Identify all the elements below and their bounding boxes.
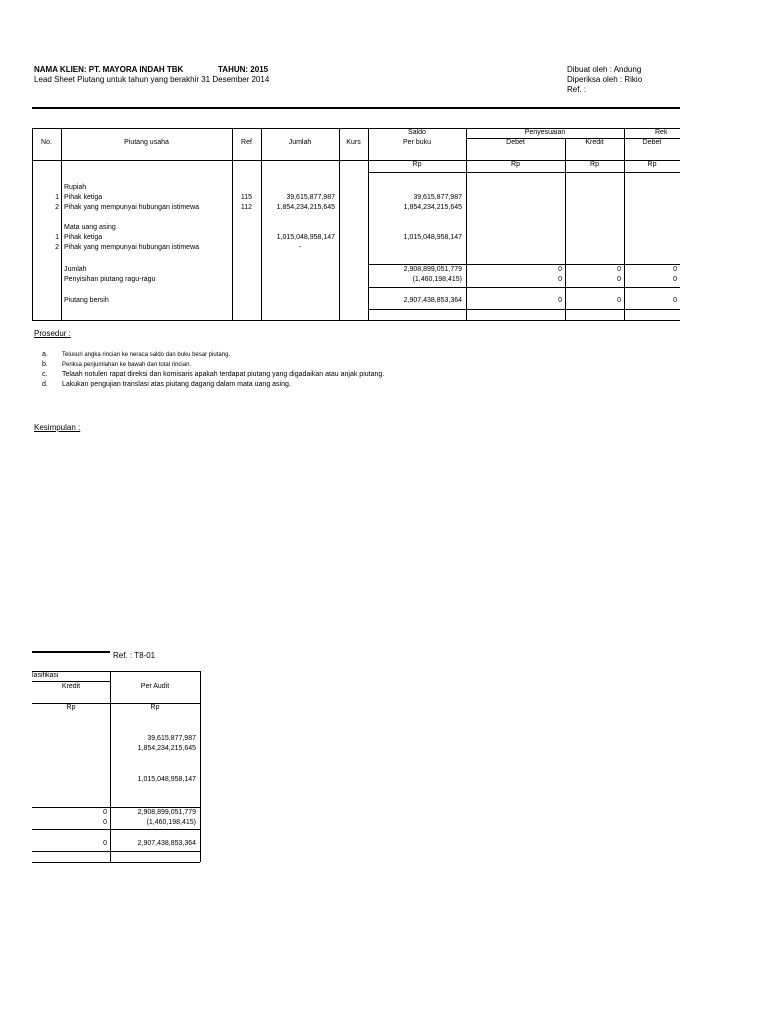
page2-total-kredit: 0	[103, 809, 107, 816]
unit-label: Rp	[590, 161, 599, 168]
col-header-adjustment: Penyesuaian	[524, 129, 566, 136]
net-receivable-saldo: 2,907,438,853,364	[403, 297, 462, 304]
row-number: 1	[55, 234, 59, 241]
page2-col-kredit: Kredit	[61, 683, 81, 690]
client-name: NAMA KLIEN: PT. MAYORA INDAH TBK	[34, 65, 184, 74]
page2-allowance-kredit: 0	[103, 819, 107, 826]
allowance-label: Penyisihan piutang ragu-ragu	[64, 276, 156, 283]
total-debet-2: 0	[673, 266, 677, 273]
page2-value: 1,015,048,958,147	[137, 776, 196, 783]
total-saldo: 2,908,899,051,779	[403, 266, 462, 273]
row-number: 1	[55, 194, 59, 201]
section-rupiah: Rupiah	[64, 184, 87, 191]
row-saldo: 39,615,877,987	[413, 194, 462, 201]
page2-net: 2,907,438,853,364	[137, 840, 196, 847]
row-amount: 1,854,234,215,645	[276, 204, 335, 211]
page2-total: 2,908,899,051,779	[137, 809, 196, 816]
document-subtitle: Lead Sheet Piutang untuk tahun yang berakhir 31 Desember 2014	[34, 75, 270, 84]
row-account-name: Pihak yang mempunyai hubungan istimewa	[64, 244, 200, 251]
row-amount: 1,015,048,958,147	[276, 234, 335, 241]
procedure-item: Telusuri angka rincian ke neraca saldo dan buku besar piutang.	[62, 352, 231, 358]
col-header-rek: Rek	[655, 129, 668, 136]
section-foreign-currency: Mata uang asing	[64, 224, 116, 231]
procedure-item: Lakukan pengujian translasi atas piutang dagang dalam mata uang asing.	[62, 381, 291, 388]
procedure-item: Telaah notulen rapat direksi dan komisaris apakah terdapat piutang yang digadaikan atau anjak piutang.	[62, 371, 385, 378]
page2-col-per-audit: Per Audit	[140, 683, 170, 690]
row-account-name: Pihak yang mempunyai hubungan istimewa	[64, 204, 200, 211]
page2-unit: Rp	[150, 704, 160, 711]
prepared-by: Dibuat oleh : Andung	[567, 65, 642, 74]
total-kredit: 0	[617, 266, 621, 273]
net-receivable-debet-2: 0	[673, 297, 677, 304]
unit-label: Rp	[412, 161, 422, 168]
row-ref: 115	[240, 194, 253, 201]
page2-value: 1,854,234,215,645	[137, 745, 196, 752]
page2-reference: Ref. : T8-01	[113, 651, 156, 660]
allowance-saldo: (1,460,198,415)	[412, 276, 462, 283]
col-header-account: Piutang usaha	[124, 139, 169, 146]
col-header-rate: Kurs	[346, 139, 361, 146]
procedure-item: Periksa penjumlahan ke bawah dan total rincian.	[62, 362, 192, 368]
row-account-name: Pihak ketiga	[64, 234, 103, 241]
col-header-no: No.	[41, 139, 52, 146]
col-header-per-buku: Per buku	[402, 139, 432, 146]
allowance-kredit: 0	[617, 276, 621, 283]
net-receivable-kredit: 0	[617, 297, 621, 304]
allowance-debet-2: 0	[673, 276, 677, 283]
col-header-kredit: Kredit	[585, 139, 604, 146]
header-divider	[32, 107, 680, 109]
page2-net-kredit: 0	[103, 840, 107, 847]
net-receivable-debet: 0	[558, 297, 562, 304]
unit-label: Rp	[511, 161, 520, 168]
page2-value: 39,615,877,987	[147, 735, 196, 742]
page2-unit: Rp	[66, 704, 76, 711]
procedure-letter: c.	[42, 371, 48, 378]
net-receivable-label: Piutang bersih	[64, 297, 109, 304]
conclusion-title: Kesimpulan :	[34, 423, 81, 432]
col-header-debet: Debet	[506, 139, 525, 146]
row-ref: 112	[240, 204, 253, 211]
procedure-letter: d.	[42, 381, 48, 388]
fiscal-year: TAHUN: 2015	[218, 65, 269, 74]
allowance-debet: 0	[558, 276, 562, 283]
procedure-title: Prosedur :	[34, 329, 71, 338]
row-amount: -	[298, 244, 302, 251]
row-number: 2	[55, 244, 59, 251]
total-debet: 0	[558, 266, 562, 273]
col-header-debet-2: Debet	[642, 139, 662, 146]
page2-classification-label: lasifikasi	[32, 672, 59, 679]
reviewed-by: Diperiksa oleh : Rikio	[567, 75, 643, 84]
row-number: 2	[55, 204, 59, 211]
col-header-amount: Jumlah	[288, 139, 312, 146]
page2-allowance: (1,460,198,415)	[146, 819, 196, 826]
total-label: Jumlah	[64, 266, 87, 273]
row-amount: 39,615,877,987	[286, 194, 335, 201]
unit-label: Rp	[647, 161, 657, 168]
col-header-saldo: Saldo	[408, 129, 426, 136]
row-saldo: 1,854,234,215,645	[403, 204, 462, 211]
row-saldo: 1,015,048,958,147	[403, 234, 462, 241]
page2-top-rule	[32, 651, 110, 653]
reference-label: Ref. :	[567, 85, 587, 94]
row-account-name: Pihak ketiga	[64, 194, 103, 201]
procedure-letter: a.	[42, 351, 48, 358]
procedure-letter: b.	[42, 361, 48, 368]
col-header-ref: Ref	[241, 139, 252, 146]
